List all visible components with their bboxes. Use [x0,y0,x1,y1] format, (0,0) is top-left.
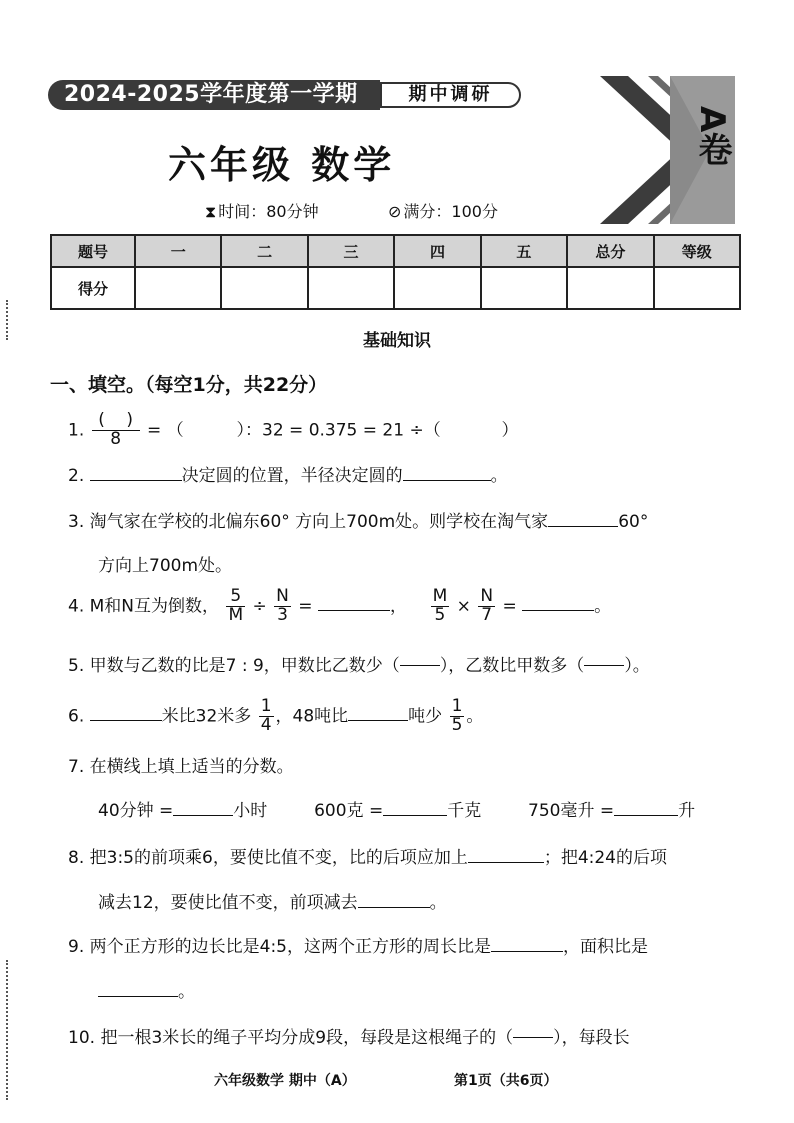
question-number: 6. [68,706,85,727]
answer-blank[interactable] [513,1037,553,1038]
score-table-row [51,267,740,309]
q3-text-b: 60° [618,512,649,532]
score-cell[interactable] [394,267,480,309]
q5-text-c: ）。 [624,656,650,676]
score-head-cell: 一 [135,235,221,267]
exam-banner [48,80,521,110]
fraction [92,412,140,449]
answer-blank[interactable] [90,720,162,721]
q7-unit-c: 升 [678,801,696,821]
question-number: 8. [68,848,85,868]
q10-text-a: 把一根3米长的绳子平均分成9段，每段是这根绳子的（ [100,1028,514,1048]
q9-text-a: 两个正方形的边长比是4:5，这两个正方形的周长比是 [89,937,491,957]
answer-blank[interactable] [318,610,390,611]
fraction-numerator: M [432,586,448,606]
question-9-cont [98,977,195,1002]
q1-text-a: = （ [147,420,184,441]
q8-text-d: 。 [429,893,447,913]
question-number: 7. [68,757,85,777]
score-cell[interactable] [135,267,221,309]
fraction-denominator: 8 [110,428,122,449]
question-3 [68,507,648,532]
q2-text-b: 。 [490,466,508,486]
banner-year: 2024-2025学年度第一学期 [48,80,380,110]
question-number: 4. [68,596,85,617]
question-5 [68,651,650,676]
q7-item-b: 600克 = [314,801,384,821]
footer-subject: 六年级数学 期中（A） [214,1073,356,1089]
q6-text-d: 。 [466,706,484,727]
operator: × [456,596,471,617]
operator: = [298,596,313,617]
paper-version-badge [600,76,735,224]
q4-text-end: 。 [594,596,612,617]
score-cell[interactable] [654,267,740,309]
question-6 [68,698,483,735]
fraction-denominator: 5 [434,604,446,625]
q8-text-b: ；把4:24的后项 [543,848,668,868]
hourglass-icon: ⧗ [205,202,217,221]
q3-text-a: 淘气家在学校的北偏东60° 方向上700m处。则学校在淘气家 [89,512,549,532]
answer-blank[interactable] [614,815,678,816]
exam-time [205,199,319,222]
answer-blank[interactable] [400,665,440,666]
binding-margin-dots [6,300,10,340]
q5-text-b: ），乙数比甲数多（ [439,656,585,676]
q2-text-a: 决定圆的位置，半径决定圆的 [181,466,403,486]
q7-item-a: 40分钟 = [98,801,174,821]
q10-text-b: ），每段长 [553,1028,630,1048]
answer-blank[interactable] [468,862,544,863]
answer-blank[interactable] [491,951,563,952]
q7-unit-a: 小时 [233,801,268,821]
score-head-cell: 三 [308,235,394,267]
score-table [50,234,741,310]
question-8 [68,843,667,868]
answer-blank[interactable] [173,815,233,816]
binding-margin-dots [6,960,10,1100]
fraction-denominator: 3 [277,604,288,625]
q1-text-c: ） [501,420,519,441]
q8-text-a: 把3:5的前项乘6，要使比值不变，比的后项应加上 [89,848,468,868]
score-cell[interactable] [221,267,307,309]
fraction-numerator: N [276,586,289,606]
fraction-denominator: 4 [260,714,272,735]
question-number: 2. [68,466,85,486]
score-head-cell: 等级 [654,235,740,267]
question-8-cont [98,888,447,913]
fraction-numerator: 1 [260,696,272,716]
answer-blank[interactable] [90,480,182,481]
fraction [431,588,450,625]
fraction [226,588,245,625]
question-7 [68,752,294,777]
question-2 [68,461,508,486]
q7-unit-b: 千克 [447,801,482,821]
question-number: 1. [68,420,85,441]
check-circle-icon: ⊘ [388,202,402,221]
question-9 [68,932,648,957]
fraction-denominator: 7 [481,604,493,625]
full-score [388,199,498,222]
score-row-label: 得分 [51,267,135,309]
fraction [478,588,495,625]
fraction-numerator: N [480,586,494,606]
exam-time-text: 时间：80分钟 [218,202,319,221]
score-head-cell: 总分 [567,235,653,267]
fraction-numerator-blank[interactable]: ( ) [92,412,140,431]
answer-blank[interactable] [98,996,178,997]
score-head-cell: 二 [221,235,307,267]
question-number: 10. [68,1028,96,1048]
section-title: 基础知识 [363,331,431,351]
question-1 [68,412,519,449]
fraction-numerator: 1 [451,696,463,716]
q9-text-b: ，面积比是 [563,937,648,957]
q9-text-c: 。 [178,982,195,1002]
q5-text-a: 甲数与乙数的比是7 : 9，甲数比乙数少（ [89,656,400,676]
q3-text-c: 方向上700m处。 [98,556,233,576]
full-score-text: 满分：100分 [403,202,498,221]
fraction-denominator: 5 [451,714,463,735]
answer-blank[interactable] [548,526,618,527]
score-head-cell: 题号 [51,235,135,267]
fraction [259,698,274,735]
score-head-cell: 四 [394,235,480,267]
question-4 [68,588,611,625]
q8-text-c: 减去12，要使比值不变，前项减去 [98,893,358,913]
score-cell[interactable] [308,267,394,309]
q6-text-c: 吨少 [408,706,443,727]
fraction-denominator: M [228,604,244,625]
operator: ÷ [252,596,267,617]
q4-text-a: M和N互为倒数， [89,596,220,617]
score-cell[interactable] [481,267,567,309]
answer-blank[interactable] [358,907,430,908]
q6-text-a: 米比32米多 [161,706,252,727]
score-head-cell: 五 [481,235,567,267]
answer-blank[interactable] [403,480,491,481]
fraction [450,698,465,735]
answer-blank[interactable] [522,610,594,611]
operator: = [502,596,517,617]
question-number: 3. [68,512,85,532]
q7-item-c: 750毫升 = [528,801,615,821]
answer-blank[interactable] [348,720,408,721]
question-10 [68,1023,630,1048]
question-number: 5. [68,656,85,676]
part-title: 一、填空。（每空1分，共22分） [50,374,328,396]
score-cell[interactable] [567,267,653,309]
q7-text-a: 在横线上填上适当的分数。 [89,757,294,777]
fraction [274,588,291,625]
answer-blank[interactable] [584,665,624,666]
score-table-header [51,235,740,267]
paper-tag: A卷 [692,106,732,167]
fraction-numerator: 5 [226,588,245,607]
question-number: 9. [68,937,85,957]
page-title: 六年级 数学 [168,143,396,187]
banner-tag: 期中调研 [380,82,521,108]
q6-text-b: ，48吨比 [275,706,349,727]
q1-text-b: ）：32 = 0.375 = 21 ÷（ [236,420,441,441]
q4-comma: ， [389,596,407,617]
footer-page: 第1页（共6页） [454,1073,558,1089]
answer-blank[interactable] [383,815,447,816]
question-7-items [98,796,695,821]
